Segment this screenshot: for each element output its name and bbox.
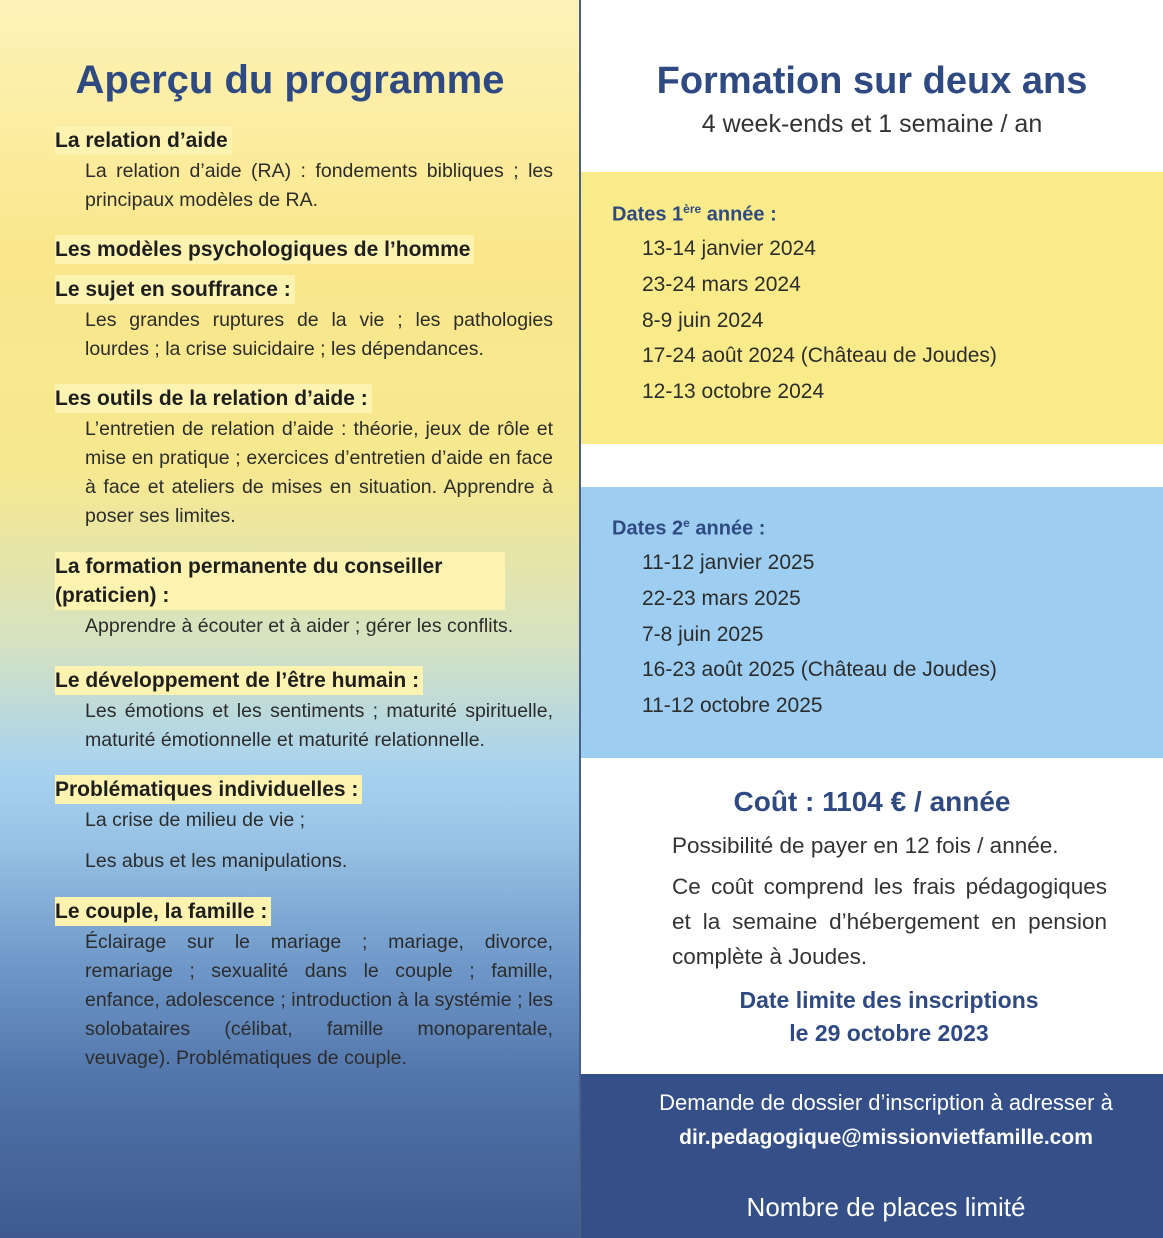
cost-heading: Coût : 1104 € / année [733, 786, 1011, 817]
year2-panel [581, 487, 1163, 758]
payment-text: Possibilité de payer en 12 fois / année. [672, 833, 1059, 858]
section-body: La relation d’aide (RA) : fondements bibliques ; les principaux modèles de RA. [85, 160, 553, 211]
date-item: 13-14 janvier 2024 [642, 237, 816, 260]
section-body: Apprendre à écouter et à aider ; gérer les conflits. [85, 615, 514, 637]
section-body: Éclairage sur le mariage ; mariage, divorce, remariage ; sexualité dans le couple ; famille, enfance, adolescence ; introduction à la systémie ; les solobataires (célibat, famille monoparentale, veuvage). Problématiques de couple. [85, 931, 553, 1069]
section-heading: Le sujet en souffrance : [55, 275, 295, 304]
year1-date-list [642, 231, 997, 410]
section-body: Les abus et les manipulations. [85, 850, 348, 872]
date-item: 23-24 mars 2024 [642, 272, 801, 296]
request-text: Demande de dossier d’inscription à adresser à [659, 1090, 1113, 1115]
year1-label: Dates 1ère année : [612, 202, 777, 226]
section-sujet-souffrance [55, 275, 553, 364]
deadline [581, 984, 1163, 1050]
date-item: 11-12 octobre 2025 [642, 694, 823, 718]
date-item: 7-8 juin 2025 [642, 622, 764, 646]
date-item: 12-13 octobre 2024 [642, 380, 825, 404]
date-item: 11-12 janvier 2025 [642, 551, 815, 574]
date-item: 8-9 juin 2024 [642, 308, 764, 332]
section-body: Les émotions et les sentiments ; maturité spirituelle, maturité émotionnelle et maturité relationnelle. [85, 700, 553, 751]
section-heading: Les outils de la relation d’aide : [55, 384, 372, 413]
training-title: Formation sur deux ans [656, 60, 1088, 102]
section-heading: Le couple, la famille : [55, 897, 271, 926]
section-modeles-psychologiques [55, 235, 553, 264]
date-item: 22-23 mars 2025 [642, 586, 801, 610]
year1-panel [581, 172, 1163, 444]
footer-panel [581, 1074, 1163, 1238]
section-body: La crise de milieu de vie ; [85, 809, 306, 831]
section-formation-permanente [55, 552, 553, 641]
section-relation-aide [55, 126, 553, 215]
contact-email[interactable]: dir.pedagogique@missionvietfamille.com [679, 1126, 1093, 1149]
section-heading: La relation d’aide [55, 126, 232, 155]
date-item: 17-24 août 2024 (Château de Joudes) [642, 344, 997, 368]
training-subtitle: 4 week-ends et 1 semaine / an [701, 110, 1043, 138]
section-heading: Problématiques individuelles : [55, 775, 362, 804]
date-item: 16-23 août 2025 (Château de Joudes) [642, 658, 997, 682]
section-body: Les grandes ruptures de la vie ; les pathologies lourdes ; la crise suicidaire ; les dépendances. [85, 309, 553, 360]
section-outils-relation-aide [55, 384, 553, 531]
deadline-line1: Date limite des inscriptions [739, 987, 1039, 1013]
section-body: L’entretien de relation d’aide : théorie, jeux de rôle et mise en pratique ; exercices d’entretien d’aide en face à face et ateliers de mises en situation. Apprendre à poser ses limites. [85, 418, 553, 527]
deadline-line2: le 29 octobre 2023 [789, 1020, 989, 1046]
section-developpement-etre-humain [55, 666, 553, 755]
section-problematiques-individuelles [55, 775, 553, 876]
year2-date-list [642, 545, 997, 724]
includes-text: Ce coût comprend les frais pédagogiques et la semaine d’hébergement en pension complète à Joudes. [672, 874, 1107, 969]
section-heading: Les modèles psychologiques de l’homme [55, 235, 474, 264]
limited-places-text: Nombre de places limité [746, 1192, 1026, 1222]
program-title: Aperçu du programme [75, 58, 505, 102]
section-heading: La formation permanente du conseiller (praticien) : [55, 552, 505, 610]
section-heading: Le développement de l’être humain : [55, 666, 423, 695]
year2-label: Dates 2e année : [612, 516, 766, 540]
section-couple-famille [55, 897, 553, 1073]
